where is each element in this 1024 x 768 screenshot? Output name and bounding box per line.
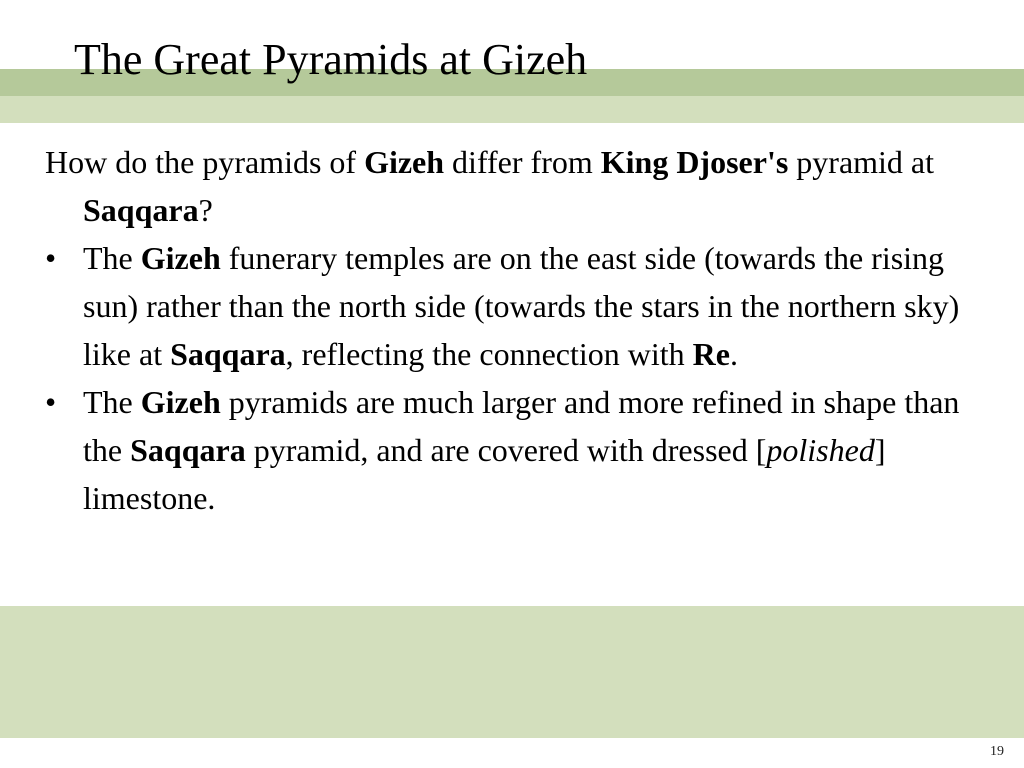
bullet-2-bold-saqqara: Saqqara xyxy=(130,432,246,468)
bullet-2-bold-gizeh: Gizeh xyxy=(140,384,221,420)
question-text-2: differ from xyxy=(444,144,601,180)
bullet-1-text-1: The xyxy=(83,240,141,276)
bullet-1-text-3: , reflecting the connection with xyxy=(285,336,693,372)
question-paragraph xyxy=(45,138,975,234)
bullet-1-bold-saqqara: Saqqara xyxy=(170,336,286,372)
bullet-2-italic-polished: polished xyxy=(766,432,875,468)
bullet-1-text-2: funerary temples are on the east side (towards the rising sun) rather than the north side (towards the stars in the northern sky) like at xyxy=(83,240,960,372)
question-bold-saqqara: Saqqara xyxy=(83,192,199,228)
bullet-2-text-4: ] limestone. xyxy=(83,432,886,516)
bullet-item-temples xyxy=(45,234,975,378)
bullet-2-text-2: pyramids are much larger and more refined in shape than the xyxy=(83,384,960,468)
bullet-marker: • xyxy=(45,240,57,276)
slide-body xyxy=(45,138,975,522)
bullet-1-bold-gizeh: Gizeh xyxy=(140,240,221,276)
bullet-2-text-1: The xyxy=(83,384,141,420)
question-bold-king-djoser: King Djoser's xyxy=(600,144,789,180)
bullet-1-bold-re: Re xyxy=(692,336,730,372)
slide-title: The Great Pyramids at Gizeh xyxy=(74,35,588,84)
question-text-3: pyramid at xyxy=(788,144,935,180)
bullet-marker: • xyxy=(45,384,57,420)
page-number: 19 xyxy=(990,744,1004,759)
question-bold-gizeh: Gizeh xyxy=(364,144,445,180)
header-band-light xyxy=(0,96,1024,123)
footer-band xyxy=(0,606,1024,738)
bullet-1-text-4: . xyxy=(729,336,738,372)
bullet-2-text-3: pyramid, and are covered with dressed [ xyxy=(245,432,767,468)
question-text-1: How do the pyramids of xyxy=(45,144,365,180)
bullet-item-size xyxy=(45,378,975,522)
question-text-4: ? xyxy=(198,192,213,228)
